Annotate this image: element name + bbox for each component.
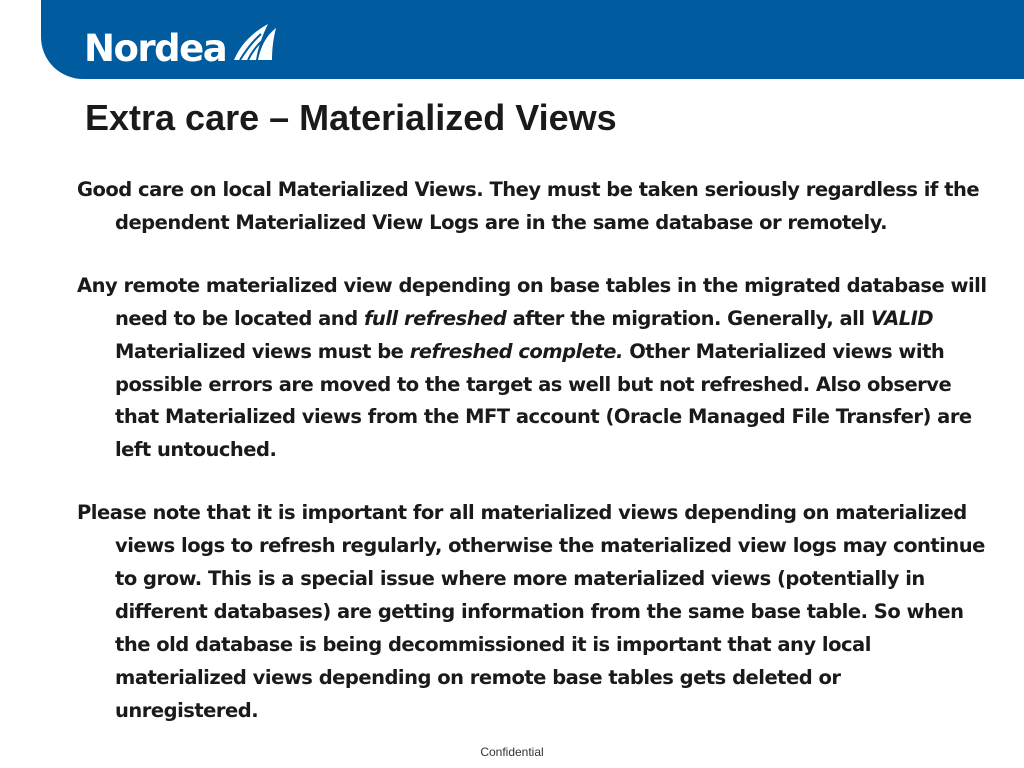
paragraph-text: Please note that it is important for all materialized views depending on materialized views logs to refresh regularly, otherwise the materialized view logs may continue to grow. This is a special issue where more materialized views (potentially in different databases) are getting information from the same base table. So when the old database is being decommissioned it is important that any local materialized views depending on remote base tables gets deleted or unregistered. [77,501,985,722]
paragraph-italic-text: refreshed complete. [409,339,623,363]
logo-text: Nordea [84,27,227,70]
paragraph [77,270,987,467]
paragraph [77,174,987,240]
paragraph-text: Materialized views must be [115,339,410,363]
paragraph-text: Good care on local Materialized Views. They must be taken seriously regardless if the dependent Materialized View Logs are in the same database or remotely. [77,178,980,234]
paragraph-text: Any remote materialized view depending on base tables in the migrated database will need to be located and [77,273,987,330]
body-text [77,174,987,758]
footer-confidential: Confidential [480,745,544,759]
paragraph-italic-text: full refreshed [363,306,507,330]
page-title: Extra care – Materialized Views [85,97,617,138]
paragraph-text: Other Materialized views with possible errors are moved to the target as well but not refreshed. Also observe that Materialized views from the MFT account (Oracle Managed File Transfer) are left untouched. [115,339,972,462]
paragraph-italic-text: VALID [870,306,934,330]
nordea-logo [84,20,278,70]
paragraph-text: after the migration. Generally, all [506,306,871,330]
nordea-sail-icon [228,20,278,69]
paragraph [77,497,987,727]
